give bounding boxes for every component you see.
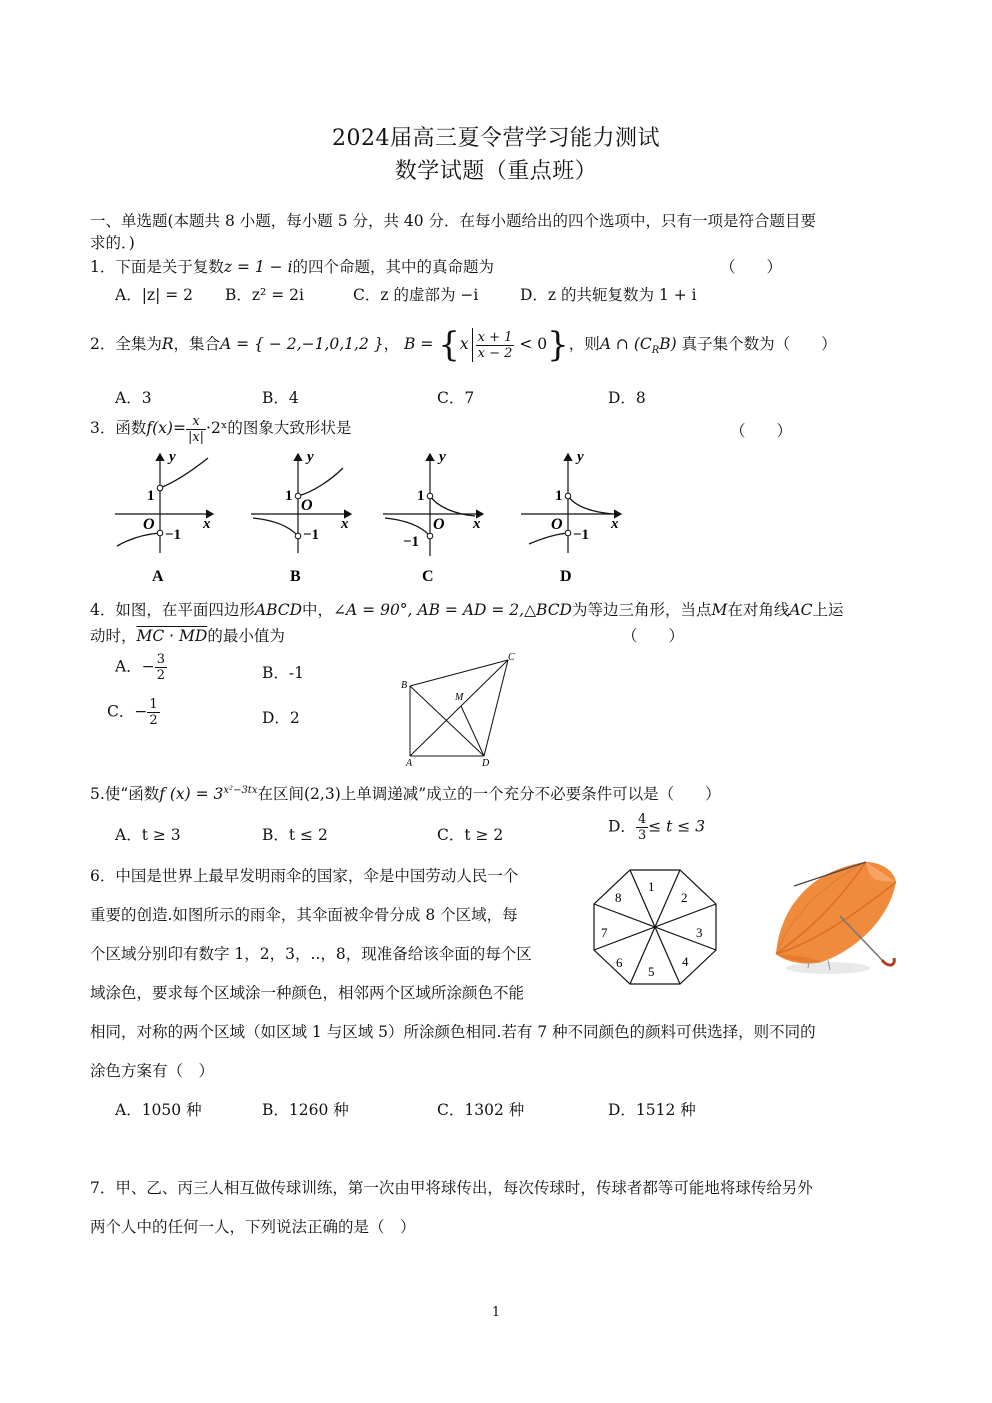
graph-c-one: 1 (417, 488, 425, 504)
graph-a-origin: O (143, 516, 155, 533)
q3-frac-den: |x| (187, 429, 205, 445)
q7-line2: 两个人中的任何一人，下列说法正确的是（ ） (90, 1218, 416, 1236)
q4-a-num: 3 (156, 652, 165, 667)
q1-option-a: A．|z| = 2 (115, 286, 194, 304)
q4-stem-line2 (90, 624, 285, 646)
q6-line4: 域涂色，要求每个区域涂一种颜色，相邻两个区域所涂颜色不能 (90, 984, 525, 1002)
q3-fx: f(x)= (146, 419, 186, 437)
q4-AC: AC (789, 601, 813, 619)
q3-stem (90, 413, 351, 445)
q4-fig-m: M (455, 692, 464, 703)
q6-line3: 个区域分别印有数字 1，2，3，..，8，现准备给该伞面的每个区 (90, 945, 532, 963)
q2-expr: A ∩ (C (599, 335, 652, 353)
graph-c-origin: O (433, 516, 445, 533)
q3-graphs (105, 448, 625, 588)
section-heading-line2: 求的．) (90, 234, 135, 252)
q4-cond: ∠A = 90°, AB = AD = 2, (333, 601, 525, 619)
q1-option-b: B．z² = 2i (225, 286, 304, 304)
graph-d (521, 449, 621, 585)
q3-fraction (186, 414, 206, 445)
q4-option-d: D．2 (262, 709, 300, 727)
q2-frac-den: x − 2 (477, 345, 513, 361)
q2-stem-a: 2．全集为 (90, 335, 162, 353)
q6-option-c: C．1302 种 (437, 1101, 525, 1119)
q6-line1: 6．中国是世界上最早发明雨伞的国家，伞是中国劳动人民一个 (90, 867, 519, 885)
q4-a-label: A． (115, 657, 142, 676)
q4-option-c: C．− $\frac{1}{2}$ (107, 697, 158, 728)
q2-R: R (161, 335, 174, 353)
region-1: 1 (648, 879, 655, 894)
q6-line6: 涂色方案有（ ） (90, 1062, 215, 1080)
q4-a-den: 2 (156, 668, 165, 683)
q3-answer-paren: （ ） (730, 422, 793, 440)
q5-d-label: D． (608, 817, 636, 836)
graph-c-x: x (473, 516, 481, 532)
q5-option-d (608, 812, 705, 843)
q4-stem-b: 中， (302, 601, 334, 619)
graph-d-label: D (560, 568, 572, 585)
q2-fraction (476, 330, 515, 361)
graph-a-label: A (152, 568, 164, 585)
q4-fig-c: C (508, 652, 515, 663)
page-subtitle: 数学试题（重点班） (394, 159, 598, 184)
q2-option-d: D．8 (608, 389, 646, 407)
q3-dot2x: ·2ˣ (206, 419, 228, 437)
q4-c-num: 1 (149, 697, 158, 712)
graph-a (115, 449, 213, 585)
graph-b-one: 1 (285, 488, 293, 504)
q4-fig-b: B (401, 680, 408, 691)
graph-c (383, 449, 483, 585)
q5-stem-c: 上单调递减”成立的一个充分不必要条件可以是（ ） (340, 785, 721, 803)
q4-option-a: A．− $\frac{3}{2}$ (115, 652, 165, 683)
q5-fx: f (x) = 3 (159, 785, 224, 803)
q2-option-a: A．3 (115, 389, 152, 407)
page-number: 1 (491, 1305, 501, 1320)
q2-stem: 2．全集为R，集合A = { − 2,−1,0,1,2 }， B = {x $\frac{x + 1}{x - 2}$ < 0}，则A ∩ $(C_RB)$ 真子集个数为（ ） (90, 325, 837, 365)
graph-d-neg-one: −1 (573, 527, 590, 543)
q6-octagon-diagram (590, 866, 720, 988)
q5-stem (90, 782, 721, 804)
q6-option-b: B．1260 种 (262, 1101, 349, 1119)
q5-stem-b: 在区间 (257, 785, 304, 803)
umbrella-picture (770, 856, 902, 982)
graph-b-label: B (290, 568, 301, 585)
q1-expr: z = 1 − i (223, 258, 293, 276)
q4-figure (398, 648, 526, 770)
q5-d-num: 4 (637, 812, 647, 827)
q4-fig-a: A (406, 758, 413, 769)
q5-option-a: A．t ≥ 3 (115, 826, 181, 844)
q4-stem-e: 上运 (812, 601, 844, 619)
graph-b-neg-one: −1 (303, 527, 320, 543)
graph-a-y: y (169, 449, 176, 465)
q4-line2-a: 动时， (90, 627, 137, 645)
page-title: 2024届高三夏令营学习能力测试 (332, 126, 660, 151)
graph-b-x: x (341, 516, 349, 532)
region-7: 7 (601, 925, 608, 940)
q3-stem-b: 的图象大致形状是 (227, 419, 352, 437)
q1-stem-b: 的四个命题，其中的真命题为 (292, 258, 495, 276)
q4-stem-a: 4．如图，在平面四边形 (90, 601, 255, 619)
region-6: 6 (616, 955, 623, 970)
q5-d-den: 3 (637, 828, 647, 843)
graph-d-x: x (611, 516, 619, 532)
q2-brace-right: } (547, 325, 569, 365)
q2-x: x (459, 335, 469, 353)
q5-option-c: C．t ≥ 2 (437, 826, 504, 844)
q5-d-frac (636, 812, 648, 843)
q1-option-d: D．z 的共轭复数为 1 + i (520, 286, 697, 304)
region-5: 5 (648, 964, 655, 979)
graph-c-label: C (422, 568, 434, 585)
q3-stem-a: 3．函数 (90, 419, 147, 437)
q1-answer-paren: （ ） (720, 258, 783, 276)
q2-lt0: < 0 (519, 335, 548, 353)
q4-abcd: ABCD (254, 601, 303, 619)
q6-option-d: D．1512 种 (608, 1101, 696, 1119)
q3-frac-num: x (186, 414, 206, 430)
q2-stem-c: ，则 (568, 335, 600, 353)
q2-brace-left: { (438, 325, 460, 365)
q2-setA: A = { − 2,−1,0,1,2 } (220, 335, 384, 353)
q6-line5: 相同，对称的两个区域（如区域 1 与区域 5）所涂颜色相同.若有 7 种不同颜色的颜料可供选择，则不同的 (90, 1023, 816, 1041)
graph-a-one: 1 (147, 488, 155, 504)
q2-option-c: C．7 (437, 389, 475, 407)
region-8: 8 (615, 890, 622, 905)
graph-b-origin: O (301, 497, 313, 514)
q2-expr2: B) (659, 335, 677, 353)
q4-bcd: △BCD (524, 601, 572, 619)
q4-answer-paren: （ ） (622, 627, 685, 645)
q5-stem-a: 5.使“函数 (90, 785, 160, 803)
q7-line1: 7．甲、乙、丙三人相互做传球训练，第一次由甲将球传出，每次传球时，传球者都等可能地将球传给另外 (90, 1179, 813, 1197)
q2-stem-d: 真子集个数为（ ） (681, 335, 837, 353)
q2-setB-pre: B = (404, 335, 434, 353)
q4-fig-d: D (482, 758, 490, 769)
q1-stem (90, 255, 494, 277)
q4-stem-line1 (90, 598, 843, 620)
graph-d-y: y (577, 449, 584, 465)
q5-exp: x²−3tx (223, 784, 258, 796)
q4-option-b: B．-1 (262, 664, 304, 682)
graph-b-y: y (307, 449, 314, 465)
q4-line2-b: 的最小值为 (207, 627, 285, 645)
q2-sub: R (651, 345, 660, 357)
q4-stem-d: 在对角线 (727, 601, 790, 619)
q4-c-label: C． (107, 702, 135, 721)
q4-c-frac (147, 697, 159, 728)
graph-c-neg-one: −1 (403, 534, 420, 550)
q6-line2: 重要的创造.如图所示的雨伞，其伞面被伞骨分成 8 个区域，每 (90, 906, 518, 924)
q1-option-c: C．z 的虚部为 −i (353, 286, 479, 304)
graph-c-y: y (439, 449, 446, 465)
q5-interval: (2,3) (304, 785, 341, 803)
graph-a-x: x (203, 516, 211, 532)
q2-option-b: B．4 (262, 389, 299, 407)
q5-d-rest: ≤ t ≤ 3 (648, 817, 706, 836)
q2-frac-num: x + 1 (477, 329, 513, 345)
q6-option-a: A．1050 种 (115, 1101, 202, 1119)
q5-option-b: B．t ≤ 2 (262, 826, 328, 844)
section-heading-line1: 一、单选题(本题共 8 小题，每小题 5 分，共 40 分．在每小题给出的四个选项中，只有一项是符合题目要 (90, 212, 817, 230)
graph-b (251, 449, 351, 585)
q2-stem-b: ，集合 (173, 335, 221, 353)
graph-d-one: 1 (555, 488, 563, 504)
graph-d-origin: O (551, 516, 563, 533)
q1-stem-a: 1．下面是关于复数 (90, 258, 224, 276)
region-3: 3 (696, 925, 703, 940)
q4-c-den: 2 (149, 713, 158, 728)
graph-a-neg-one: −1 (165, 527, 182, 543)
region-4: 4 (682, 954, 689, 969)
q4-a-frac (155, 652, 167, 683)
q4-vector-expr: MC · MD (136, 627, 208, 645)
region-2: 2 (681, 890, 688, 905)
q4-stem-c: 为等边三角形，当点 (571, 601, 712, 619)
q4-M: M (711, 601, 728, 619)
